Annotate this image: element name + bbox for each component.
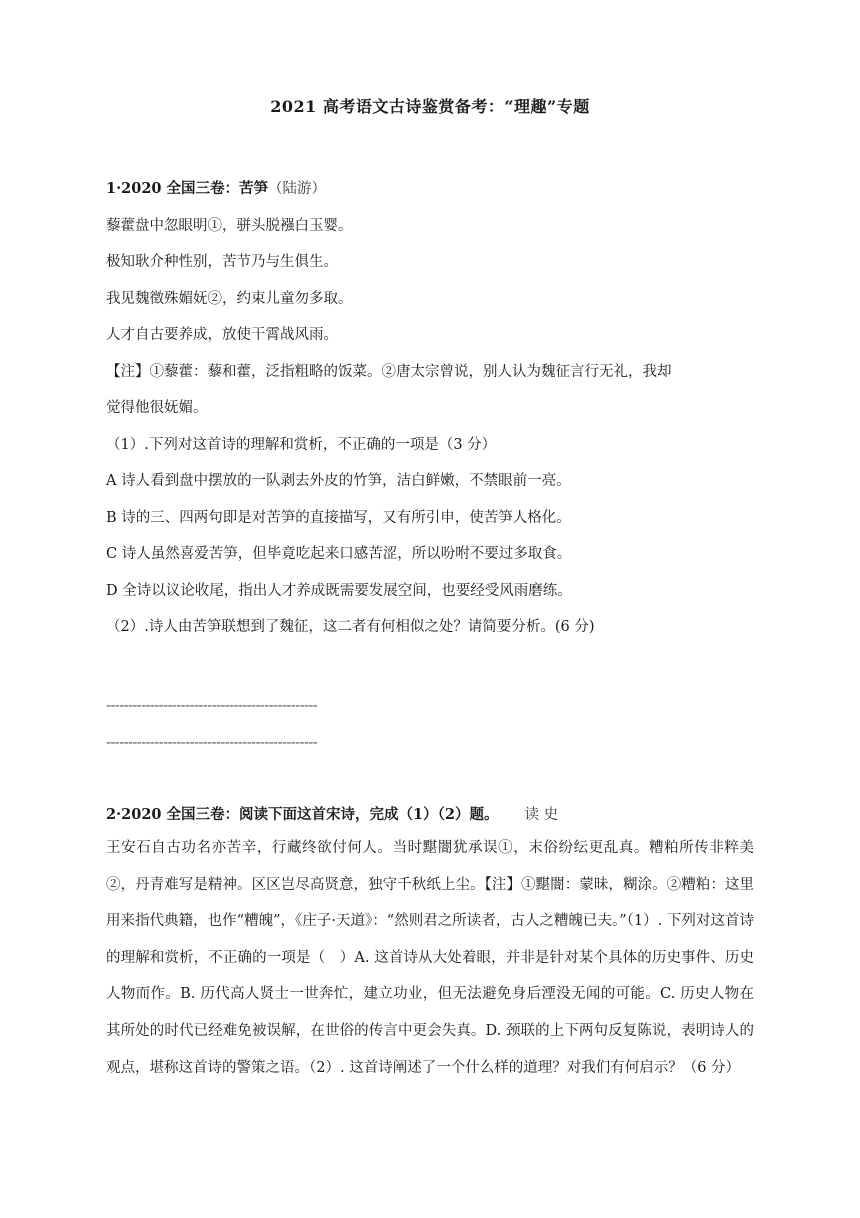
question-1-heading	[106, 171, 754, 208]
note-line-2: 觉得他很妩媚。	[106, 400, 208, 416]
question-2-body: 王安石自古功名亦苦辛，行藏终欲付何人。当时黮闇犹承误①，末俗纷纭更乱真。糟粕所传非粹美②，丹青难写是精神。区区岂尽高贤意，独守千秋纸上尘。【注】①黮闇：蒙昧，糊涂。②糟粕：这里用来指代典籍，也作“糟魄”，《庄子·天道》：“然则君之所读者，古人之糟魄已夫。”（1）. 下列对这首诗的理解和赏析，不正确的一项是（ ）A. 这首诗从大处着眼，并非是针对某个具体的历史事件、历史人物而作。B. 历代高人贤士一世奔忙，建立功业，但无法避免身后湮没无闻的可能。C. 历史人物在其所处的时代已经难免被误解，在世俗的传言中更会失真。D. 颈联的上下两句反复陈说，表明诗人的观点，堪称这首诗的警策之语。（2）. 这首诗阐述了一个什么样的道理？对我们有何启示？（6 分）	[106, 840, 754, 1076]
question-2-heading	[106, 797, 754, 834]
poem-line-3: 我见魏徵殊媚妩②，约束儿童勿多取。	[106, 290, 353, 307]
poem-line-4: 人才自古要养成，放使干霄战风雨。	[106, 327, 338, 343]
sub-question-1: （1）.下列对这首诗的理解和赏析，不正确的一项是（3 分）	[106, 436, 497, 453]
answer-line-1: ------------------------------------------------	[106, 698, 318, 714]
note-line-1: 【注】①藜藿：藜和藿，泛指粗略的饭菜。②唐太宗曾说，别人认为魏征言行无礼，我却	[106, 363, 672, 380]
document-title: 2021 高考语文古诗鉴赏备考：“理趣”专题	[270, 97, 590, 116]
option-d: D 全诗以议论收尾，指出人才养成既需要发展空间，也要经受风雨磨练。	[106, 582, 572, 599]
option-c: C 诗人虽然喜爱苦笋，但毕竟吃起来口感苦涩，所以吩咐不要过多取食。	[106, 546, 572, 562]
question-1-heading-text: 1·2020 全国三卷：苦笋	[106, 180, 269, 197]
poem-line-1: 藜藿盘中忽眼明①，骈头脱襁白玉婴。	[106, 217, 353, 234]
question-1-author: （陆游）	[268, 181, 327, 197]
sub-question-2: （2）.诗人由苦笋联想到了魏征，这二者有何相似之处？请简要分析。(6 分)	[106, 619, 595, 635]
answer-line-2: ------------------------------------------------	[106, 735, 318, 751]
poem-line-2: 极知耿介种性别，苦节乃与生俱生。	[106, 254, 338, 270]
poem-title: 读 史	[524, 807, 559, 823]
option-b: B 诗的三、四两句即是对苦笋的直接描写，又有所引申，使苦笋人格化。	[106, 509, 571, 526]
question-1-section	[106, 171, 754, 646]
option-a: A 诗人看到盘中摆放的一队剥去外皮的竹笋，洁白鲜嫩，不禁眼前一亮。	[106, 473, 571, 489]
question-2-heading-text: 2·2020 全国三卷：阅读下面这首宋诗，完成（1）（2）题。	[106, 806, 499, 823]
answer-lines	[106, 694, 754, 756]
